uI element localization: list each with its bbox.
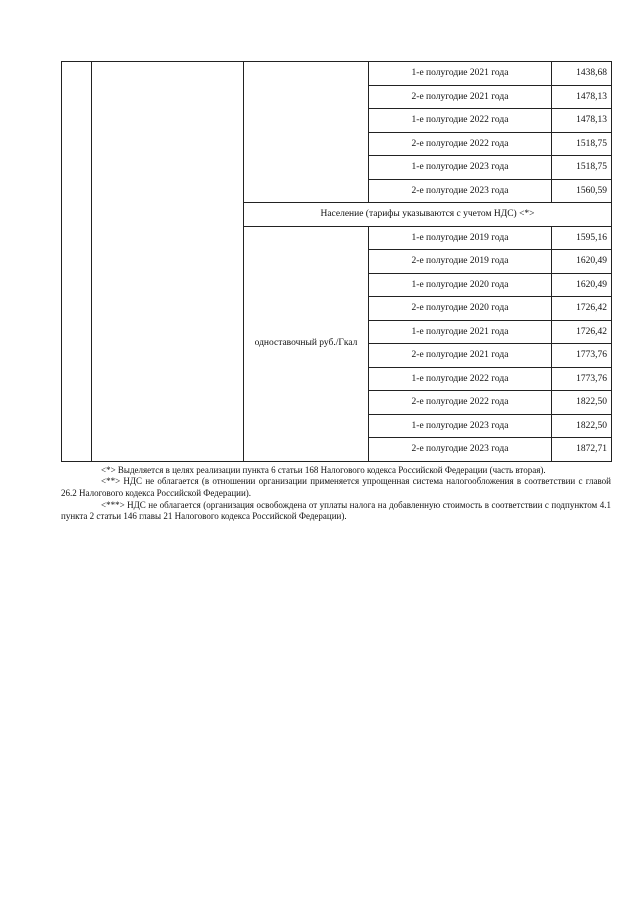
- period-cell: 2-е полугодие 2023 года: [369, 179, 552, 203]
- tariff-value-cell: 1726,42: [552, 320, 612, 344]
- unit-cell-upper: [244, 62, 369, 203]
- tariff-value-cell: 1560,59: [552, 179, 612, 203]
- tariff-value-cell: 1773,76: [552, 344, 612, 368]
- period-cell: 2-е полугодие 2021 года: [369, 344, 552, 368]
- tariff-value-cell: 1478,13: [552, 85, 612, 109]
- tariff-value-cell: 1872,71: [552, 438, 612, 462]
- period-cell: 2-е полугодие 2022 года: [369, 391, 552, 415]
- row-number-cell: [62, 62, 92, 462]
- tariff-value-cell: 1518,75: [552, 156, 612, 180]
- tariff-value-cell: 1595,16: [552, 226, 612, 250]
- footnote-1: <*> Выделяется в целях реализации пункта 6 статьи 168 Налогового кодекса Российской Федерации (часть вторая).: [101, 464, 546, 475]
- table-row: [62, 62, 612, 86]
- tariff-value-cell: 1438,68: [552, 62, 612, 86]
- tariff-value-cell: 1620,49: [552, 273, 612, 297]
- period-cell: 1-е полугодие 2023 года: [369, 414, 552, 438]
- period-cell: 1-е полугодие 2023 года: [369, 156, 552, 180]
- footnotes: [61, 465, 611, 523]
- section-heading: Население (тарифы указываются с учетом НДС) <*>: [244, 203, 612, 227]
- unit-cell: одноставочный руб./Гкал: [244, 226, 369, 461]
- period-cell: 1-е полугодие 2020 года: [369, 273, 552, 297]
- tariff-table: [61, 61, 612, 462]
- period-cell: 2-е полугодие 2020 года: [369, 297, 552, 321]
- period-cell: 1-е полугодие 2021 года: [369, 320, 552, 344]
- tariff-value-cell: 1620,49: [552, 250, 612, 274]
- period-cell: 1-е полугодие 2022 года: [369, 109, 552, 133]
- organization-cell: [92, 62, 244, 462]
- period-cell: 2-е полугодие 2022 года: [369, 132, 552, 156]
- period-cell: 1-е полугодие 2021 года: [369, 62, 552, 86]
- period-cell: 2-е полугодие 2023 года: [369, 438, 552, 462]
- tariff-value-cell: 1518,75: [552, 132, 612, 156]
- footnote-3: <***> НДС не облагается (организация освобождена от уплаты налога на добавленную стоимость в соответствии с подпунктом 4.1 пункта 2 статьи 146 главы 21 Налогового кодекса Российской Федерации).: [61, 499, 611, 522]
- tariff-value-cell: 1478,13: [552, 109, 612, 133]
- tariff-value-cell: 1822,50: [552, 391, 612, 415]
- period-cell: 1-е полугодие 2019 года: [369, 226, 552, 250]
- period-cell: 2-е полугодие 2019 года: [369, 250, 552, 274]
- footnote-2: <**> НДС не облагается (в отношении организации применяется упрощенная система налогообложения в соответствии с главой 26.2 Налогового кодекса Российской Федерации).: [61, 476, 611, 498]
- tariff-value-cell: 1822,50: [552, 414, 612, 438]
- document-page: [61, 61, 611, 523]
- period-cell: 1-е полугодие 2022 года: [369, 367, 552, 391]
- tariff-value-cell: 1726,42: [552, 297, 612, 321]
- tariff-value-cell: 1773,76: [552, 367, 612, 391]
- period-cell: 2-е полугодие 2021 года: [369, 85, 552, 109]
